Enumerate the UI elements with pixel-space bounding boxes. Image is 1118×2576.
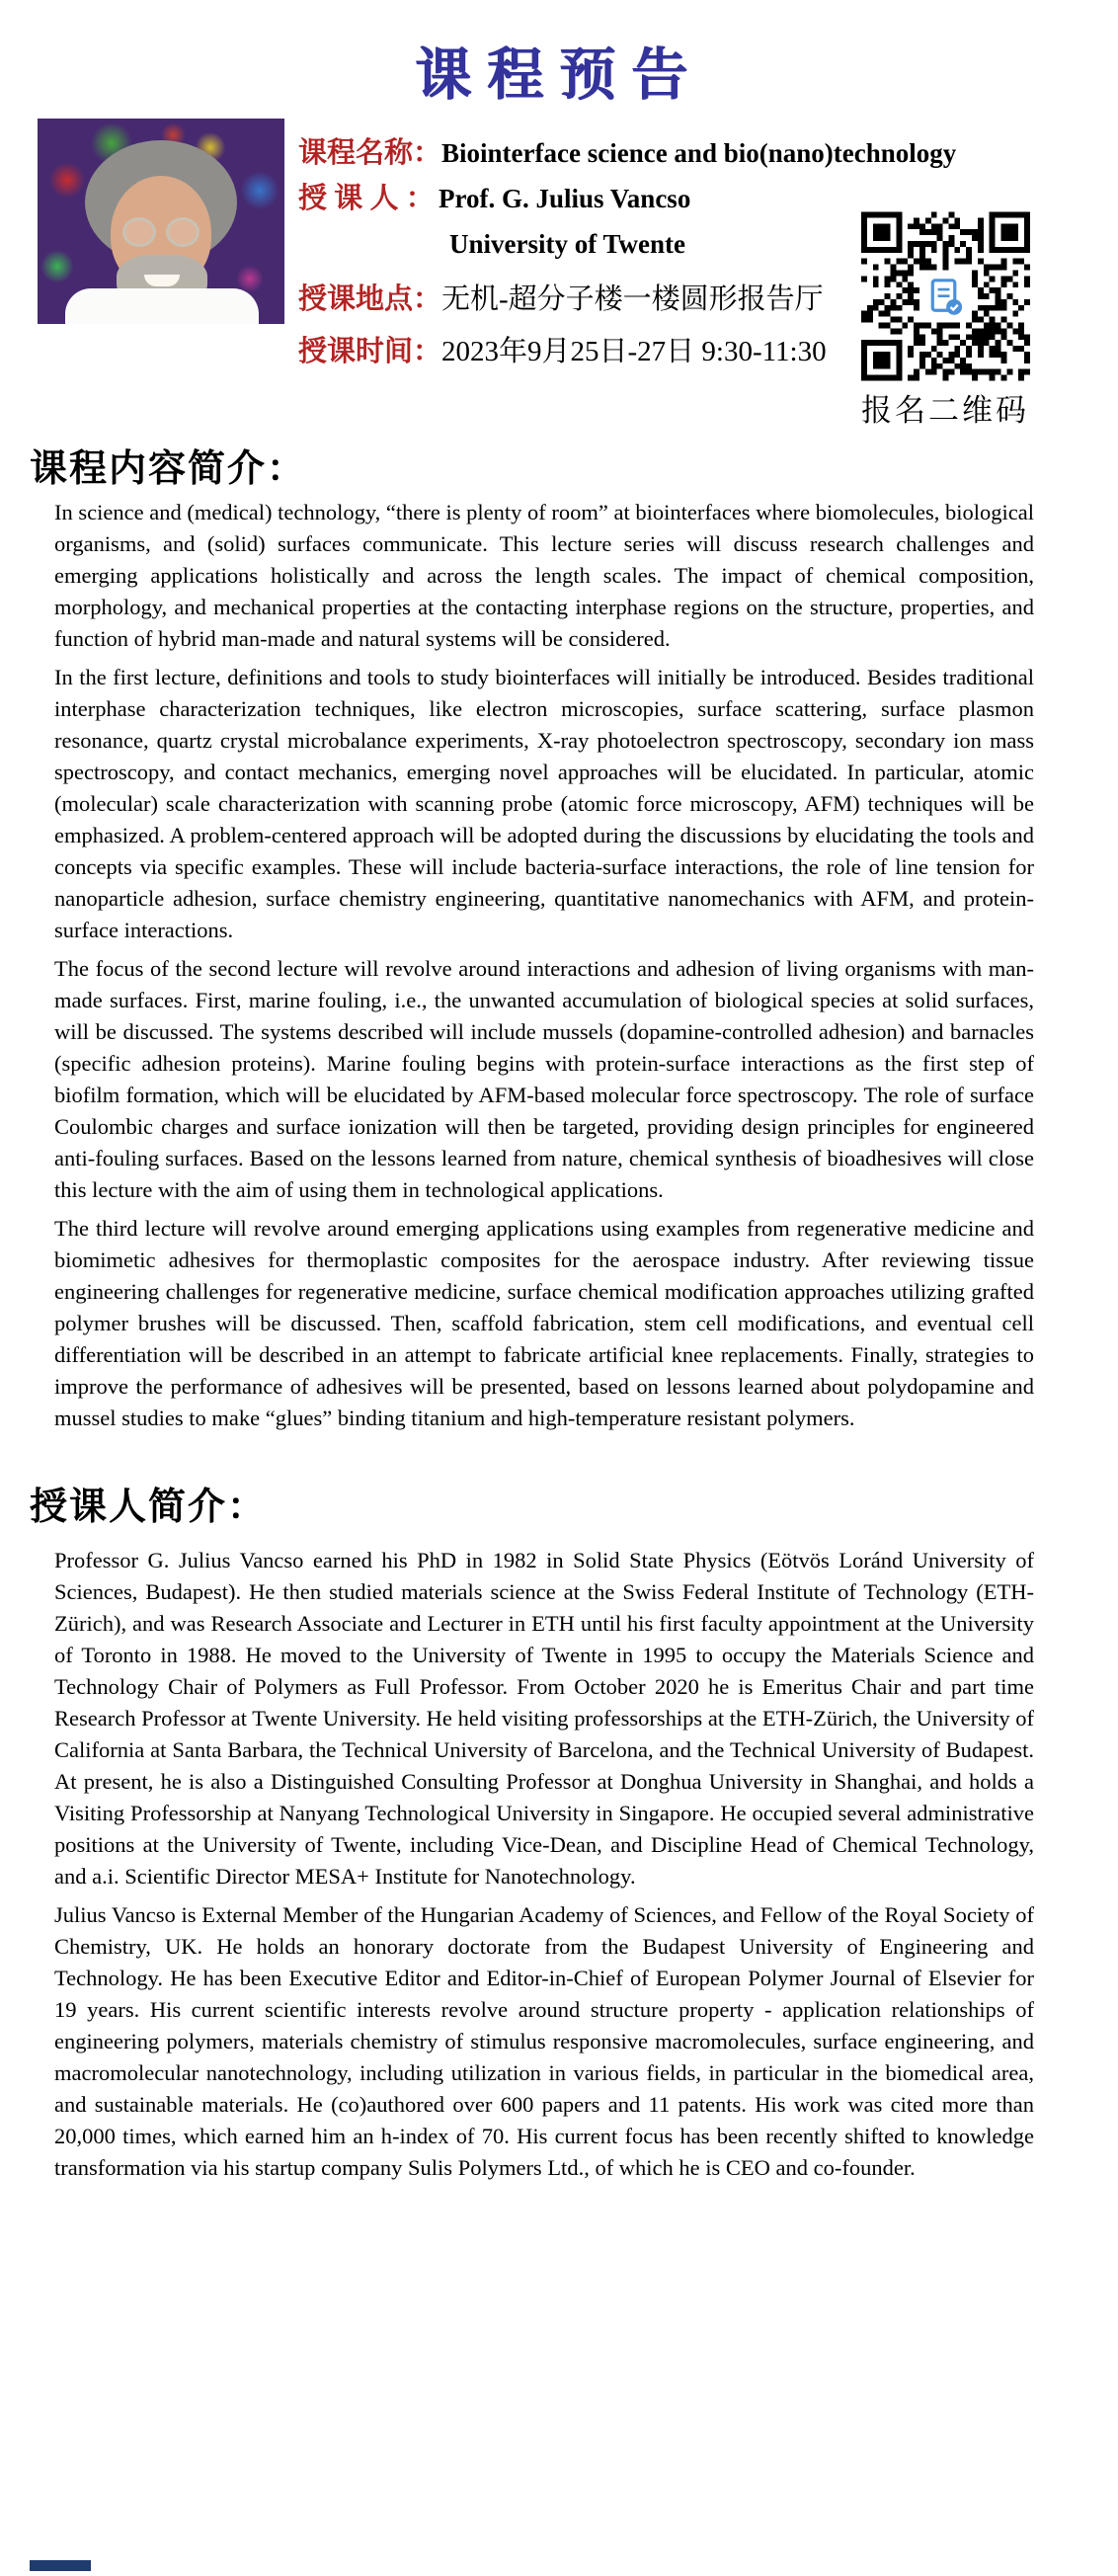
location-label: 授课地点： (298, 283, 442, 315)
course-name-value: Biointerface science and bio(nano)technology (441, 138, 957, 168)
course-intro-heading: 课程内容简介： (30, 448, 307, 490)
lecturer-intro-paragraph-1: Professor G. Julius Vancso earned his PhD in 1982 in Solid State Physics (Eötvös Loránd University of Sciences, Budapest). He then studied materials science at the Swiss Federal Institute of Technology (ETH-Zürich), and was Research Associate and Lecturer in ETH until his first faculty appointment at the University of Toronto in 1988. He moved to the University of Twente in 1995 to occupy the Materials Science and Technology Chair of Polymers as Full Professor. From October 2020 he is Emeritus Chair and part time Research Professor at Twente University. He held visiting professorships at the ETH-Zürich, the University of California at Santa Barbara, the Technical University of Barcelona, and the Technical University of Budapest. At present, he is also a Distinguished Consulting Professor at Donghua University in Shanghai, and holds a Visiting Professorship at Nanyang Technological University in Singapore. He occupied several administrative positions at the University of Twente, including Vice-Dean, and Discipline Head of Chemical Technology, and a.i. Scientific Director MESA+ Institute for Nanotechnology. (54, 1548, 1034, 1889)
course-intro-body (54, 497, 1034, 1434)
page-title: 课程预告 (415, 41, 703, 108)
course-name-label: 课程名称： (298, 137, 442, 169)
poster-header (0, 0, 1118, 443)
qr-code (861, 210, 1030, 382)
field-affiliation (449, 229, 685, 260)
photo-shirt (65, 288, 259, 324)
lecturer-intro-body (54, 1545, 1034, 2184)
course-intro-paragraph-2: In the first lecture, definitions and tools to study biointerfaces will initially be introduced. Besides traditional interphase characterization techniques, like electron microscopies, surface scattering, surface plasmon resonance, quartz crystal microbalance experiments, X-ray photoelectron spectroscopy, secondary ion mass spectroscopy, and contact mechanics, emerging novel approaches will be elucidated. In particular, atomic (molecular) scale characterization with scanning probe (atomic force microscopy, AFM) techniques will be emphasized. A problem-centered approach will be adopted during the discussions by elucidating the tools and concepts via specific examples. These will include bacteria-surface interactions, the role of line tension for nanoparticle adhesion, surface chemistry engineering, quantitative nanomechanics with AFM, and protein-surface interactions. (54, 665, 1034, 942)
qr-caption: 报名二维码 (861, 393, 1029, 428)
field-time (298, 329, 827, 369)
course-intro-paragraph-3: The focus of the second lecture will revolve around interactions and adhesion of living organisms with man-made surfaces. First, marine fouling, i.e., the unwanted accumulation of biological species at solid surfaces, will be discussed. The systems described will include mussels (dopamine-controlled adhesion) and barnacles (specific adhesion proteins). Marine fouling begins with protein-surface interactions as the first step of biofilm formation, which will be elucidated by AFM-based molecular force spectroscopy. The role of surface Coulombic charges and surface ionization will then be targeted, providing design principles for engineered anti-fouling surfaces. Based on the lessons learned from nature, chemical synthesis of bioadhesives will close this lecture with the aim of using them in technological applications. (54, 956, 1034, 1202)
photo-glasses (122, 217, 200, 243)
lecturer-intro-heading: 授课人简介： (30, 1487, 268, 1528)
field-location (298, 277, 824, 317)
time-value: 2023年9月25日-27日 9:30-11:30 (441, 336, 827, 367)
field-course-name (298, 130, 956, 171)
qr-center-document-icon (923, 275, 968, 319)
field-lecturer (298, 176, 690, 216)
lecturer-value: Prof. G. Julius Vancso (439, 184, 691, 213)
bottom-accent-bar (30, 2560, 91, 2571)
affiliation-value: University of Twente (449, 229, 685, 259)
location-value: 无机-超分子楼一楼圆形报告厅 (441, 283, 824, 315)
course-intro-paragraph-4: The third lecture will revolve around emerging applications using examples from regenerative medicine and biomimetic adhesives for thermoplastic composites for the aerospace industry. After reviewing tissue engineering challenges for regenerative medicine, surface chemical modification approaches utilizing grafted polymer brushes will be discussed. Then, scaffold fabrication, stem cell modifications, and eventual cell differentiation will be described in an attempt to fabricate artificial knee replacements. Finally, strategies to improve the performance of adhesives will be presented, based on lessons learned about polydopamine and mussel studies to make “glues” binding titanium and high-temperature resistant polymers. (54, 1216, 1034, 1430)
lecturer-label: 授 课 人 ： (298, 183, 435, 214)
time-label: 授课时间： (298, 336, 442, 367)
course-intro-paragraph-1: In science and (medical) technology, “there is plenty of room” at biointerfaces where biomolecules, biological organisms, and (solid) surfaces communicate. This lecture series will discuss research challenges and emerging applications holistically and across the length scales. The impact of chemical composition, morphology, and mechanical properties at the contacting interphase regions on the structure, properties, and function of hybrid man-made and natural systems will be considered. (54, 500, 1034, 651)
professor-photo (38, 119, 284, 324)
lecturer-intro-paragraph-2: Julius Vancso is External Member of the Hungarian Academy of Sciences, and Fellow of the Royal Society of Chemistry, UK. He holds an honorary doctorate from the Budapest University of Engineering and Technology. He has been Executive Editor and Editor-in-Chief of European Polymer Journal of Elsevier for 19 years. His current scientific interests revolve around structure property - application relationships of engineering polymers, materials chemistry of stimulus responsive macromolecules, surface engineering, and macromolecular nanotechnology, including utilization in various fields, in particular in the biomedical area, and sustainable materials. He (co)authored over 600 papers and 11 patents. His work was cited more than 20,000 times, which earned him an h-index of 70. His current focus has been recently shifted to knowledge transformation via his startup company Sulis Polymers Ltd., of which he is CEO and co-founder. (54, 1902, 1034, 2180)
